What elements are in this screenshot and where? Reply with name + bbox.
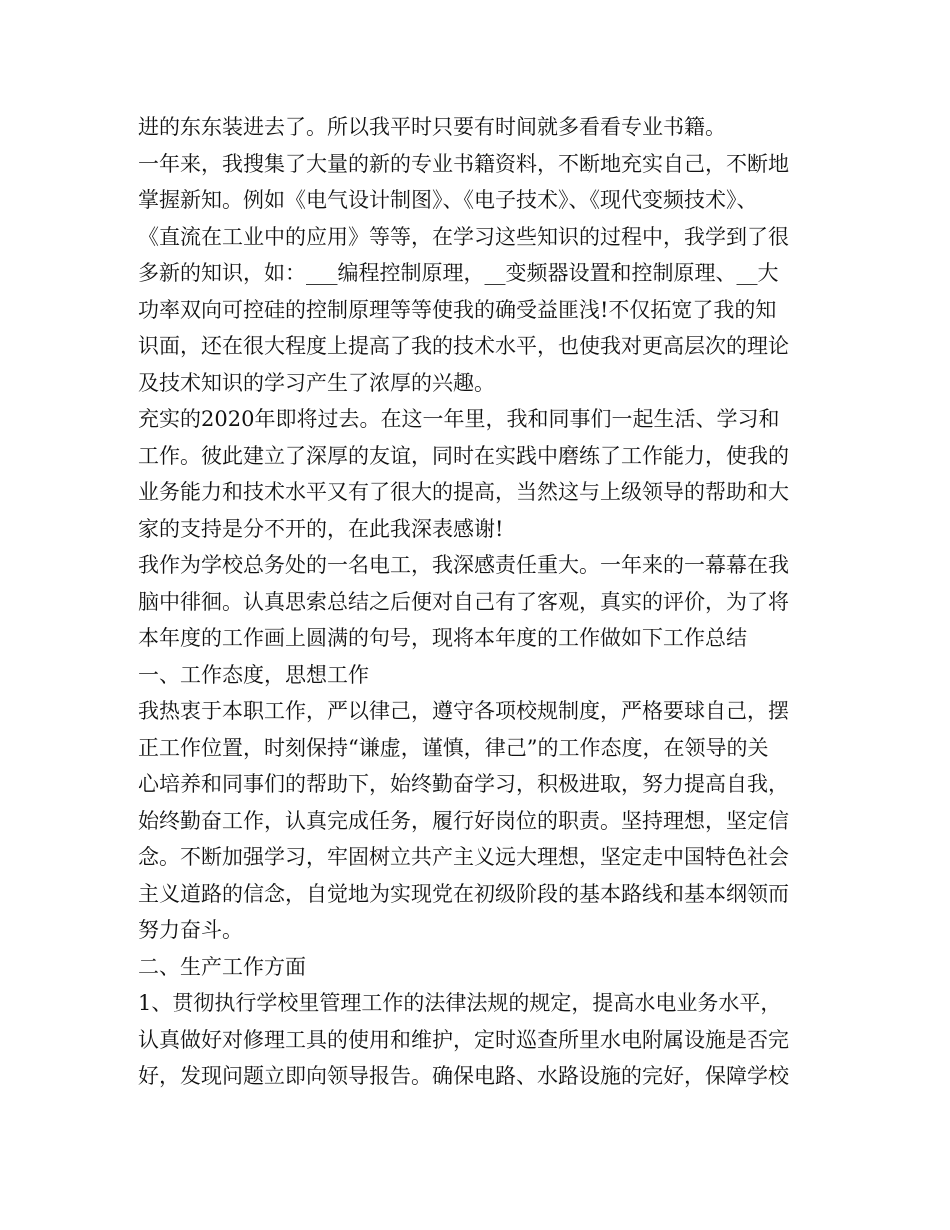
text-line: 本年度的工作画上圆满的句号，现将本年度的工作做如下工作总结 [138, 626, 747, 650]
text-line: 主义道路的信念，自觉地为实现党在初级阶段的基本路线和基本纲领而 [138, 881, 789, 906]
text-line: 始终勤奋工作，认真完成任务，履行好岗位的职责。坚持理想，坚定信 [138, 808, 789, 833]
text-line: 1、贯彻执行学校里管理工作的法律法规的规定，提高水电业务水平， [138, 991, 782, 1015]
text-line: 充实的2020年即将过去。在这一年里，我和同事们一起生活、学习和 [138, 407, 780, 431]
text-line: 业务能力和技术水平又有了很大的提高，当然这与上级领导的帮助和大 [138, 480, 789, 504]
document-body [138, 109, 830, 1095]
text-line: 掌握新知。例如《电气设计制图》、《电子技术》、《现代变频技术》、 [138, 188, 758, 212]
text-line: 家的支持是分不开的，在此我深表感谢! [138, 516, 504, 541]
text-line: 及技术知识的学习产生了浓厚的兴趣。 [138, 370, 495, 395]
section-heading: 二、生产工作方面 [138, 954, 306, 979]
text-line: 努力奋斗。 [138, 918, 243, 942]
text-line: 进的东东装进去了。所以我平时只要有时间就多看看专业书籍。 [138, 115, 726, 139]
text-line: 一年来，我搜集了大量的新的专业书籍资料，不断地充实自己，不断地 [138, 151, 789, 176]
text-line: 好，发现问题立即向领导报告。确保电路、水路设施的完好，保障学校 [138, 1064, 789, 1088]
text-line: 正工作位置，时刻保持“谦虚，谨慎，律己”的工作态度，在领导的关 [138, 735, 769, 760]
text-line: 我热衷于本职工作，严以律己，遵守各项校规制度，严格要球自己，摆 [138, 699, 789, 723]
text-line: 功率双向可控硅的控制原理等等使我的确受益匪浅!不仅拓宽了我的知 [138, 297, 777, 322]
section-heading: 一、工作态度，思想工作 [138, 662, 369, 687]
text-line: 工作。彼此建立了深厚的友谊，同时在实践中磨练了工作能力，使我的 [138, 443, 789, 468]
text-line: 我作为学校总务处的一名电工，我深感责任重大。一年来的一幕幕在我 [138, 553, 789, 577]
text-line: 脑中徘徊。认真思索总结之后便对自己有了客观，真实的评价，为了将 [138, 589, 789, 614]
text-line: 《直流在工业中的应用》等等，在学习这些知识的过程中，我学到了很 [138, 224, 789, 249]
text-line: 多新的知识，如：___编程控制原理，__变频器设置和控制原理、__大 [138, 261, 779, 285]
text-line: 识面，还在很大程度上提高了我的技术水平，也使我对更高层次的理论 [138, 334, 789, 358]
text-line: 念。不断加强学习，牢固树立共产主义远大理想，坚定走中国特色社会 [138, 845, 789, 869]
text-line: 认真做好对修理工具的使用和维护，定时巡查所里水电附属设施是否完 [138, 1027, 789, 1052]
text-line: 心培养和同事们的帮助下，始终勤奋学习，积极进取，努力提高自我， [138, 772, 789, 796]
